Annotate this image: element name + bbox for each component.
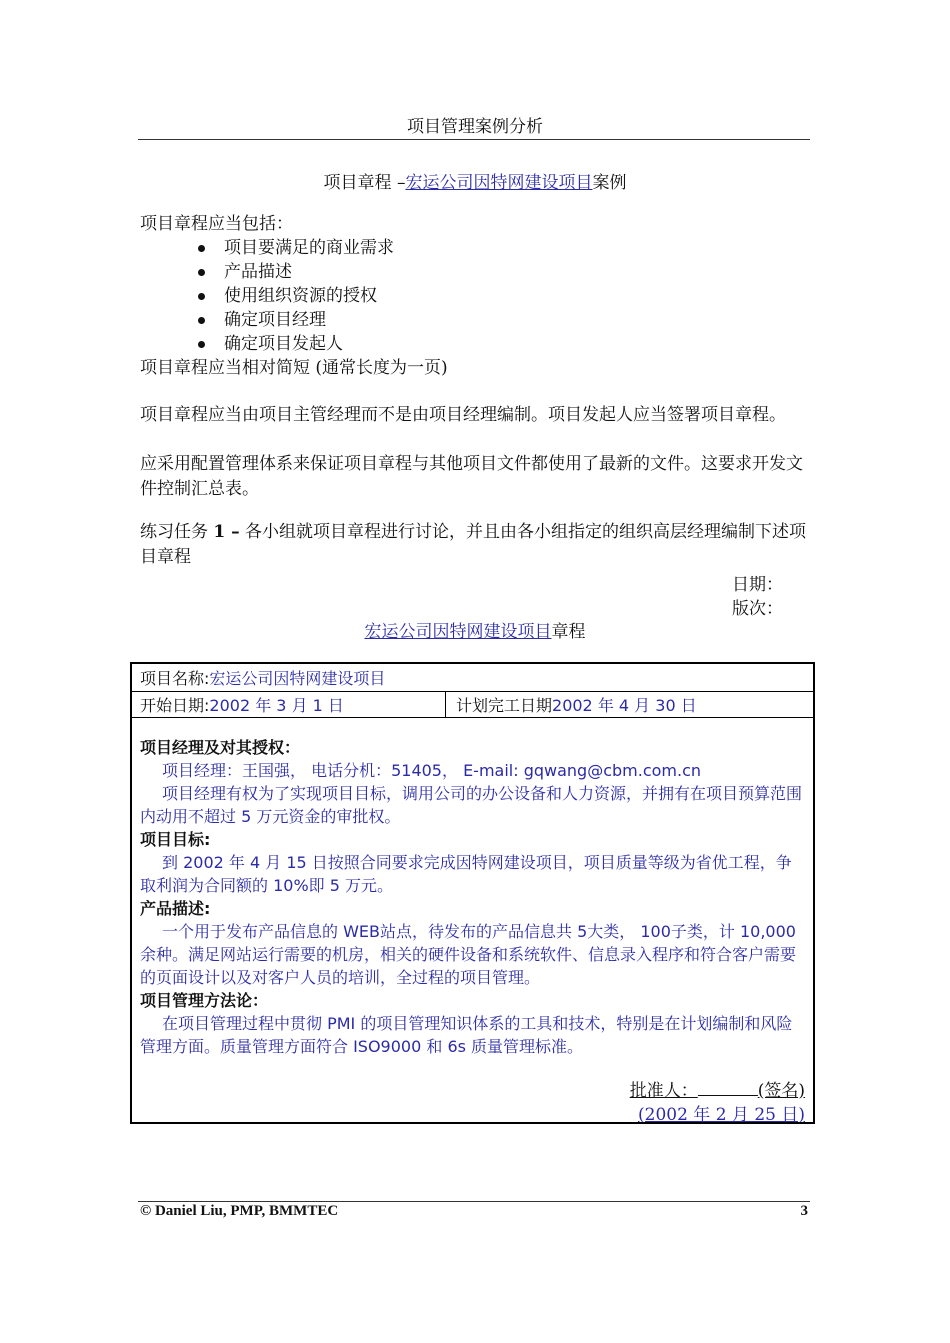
date-label: 日期： (732, 575, 783, 595)
start-date-label: 开始日期: (140, 696, 210, 715)
bullet-item: 确定项目发起人 (196, 332, 394, 356)
signature-label: (签名) (757, 1081, 805, 1101)
paragraph-authorship: 项目章程应当由项目主管经理而不是由项目经理编制。项目发起人应当签署项目章程。 (140, 405, 786, 425)
exercise-number: 1 – (213, 522, 240, 542)
document-title (0, 168, 950, 193)
version-label: 版次： (732, 599, 783, 619)
bullet-item: 确定项目经理 (196, 308, 394, 332)
approver-line (630, 1076, 805, 1101)
goal-heading: 项目目标: (140, 830, 211, 849)
end-date-cell (448, 691, 697, 717)
date-row (132, 691, 813, 718)
project-name-row (132, 664, 813, 692)
footer-rule (138, 1201, 810, 1202)
bullet-item: 使用组织资源的授权 (196, 284, 394, 308)
charter-title (0, 617, 950, 642)
date-row-divider (445, 691, 446, 717)
pm-heading: 项目经理及对其授权： (140, 738, 301, 757)
pm-section (140, 759, 805, 828)
page-footer (140, 1203, 808, 1220)
document-title-suffix: 案例 (592, 173, 627, 193)
charter-title-suffix: 章程 (551, 622, 586, 642)
goal-text: 到 2002 年 4 月 15 日按照合同要求完成因特网建设项目，项目质量等级为省优工程，争取利润为合同额的 10%即 5 万元。 (140, 853, 792, 895)
intro-lead: 项目章程应当包括： (140, 214, 293, 234)
end-date-value: 2002 年 4 月 30 日 (552, 696, 697, 715)
intro-bullet-list (196, 236, 394, 356)
exercise-text: 各小组就项目章程进行讨论，并且由各小组指定的组织高层经理编制下述项目章程 (140, 522, 807, 567)
header-rule (138, 139, 810, 140)
description-heading: 产品描述: (140, 899, 211, 918)
bullet-item: 产品描述 (196, 260, 394, 284)
charter-table (130, 662, 815, 1124)
description-text: 一个用于发布产品信息的 WEB站点，待发布的产品信息共 5大类， 100子类，计 10,000余种。满足网站运行需要的机房，相关的硬件设备和系统软件、信息录入程序和符合客户需要的页面设计以及对客户人员的培训，全过程的项目管理。 (140, 922, 797, 987)
methodology-text: 在项目管理过程中贯彻 PMI 的项目管理知识体系的工具和技术，特别是在计划编制和风险管理方面。质量管理方面符合 ISO9000 和 6s 质量管理标准。 (140, 1014, 793, 1056)
pm-contact-line: 项目经理：王国强， 电话分机：51405， E-mail: gqwang@cbm.com.cn (162, 761, 702, 780)
methodology-heading: 项目管理方法论： (140, 991, 269, 1010)
footer-copyright: © Daniel Liu, PMP, BMMTEC (140, 1203, 339, 1219)
pm-authority-text: 项目经理有权为了实现项目目标，调用公司的办公设备和人力资源，并拥有在项目预算范围内动用不超过 5 万元资金的审批权。 (140, 784, 803, 826)
document-title-link[interactable]: 宏运公司因特网建设项目 (405, 173, 593, 193)
charter-title-link[interactable]: 宏运公司因特网建设项目 (364, 622, 552, 642)
charter-content (140, 736, 805, 1058)
project-name-cell (132, 664, 385, 691)
project-name-label: 项目名称: (140, 669, 210, 688)
page-header-title: 项目管理案例分析 (407, 117, 543, 137)
paragraph-configuration: 应采用配置管理体系来保证项目章程与其他项目文件都使用了最新的文件。这要求开发文件控制汇总表。 (140, 454, 803, 499)
exercise-prefix: 练习任务 (140, 522, 214, 542)
document-title-prefix: 项目章程 – (323, 173, 406, 193)
approve-date: (2002 年 2 月 25 日) (638, 1105, 805, 1125)
approver-label: 批准人： (629, 1081, 698, 1101)
start-date-cell (132, 691, 344, 717)
bullet-item: 项目要满足的商业需求 (196, 236, 394, 260)
end-date-label: 计划完工日期 (456, 696, 553, 715)
start-date-value: 2002 年 3 月 1 日 (209, 696, 344, 715)
page-number: 3 (800, 1203, 808, 1219)
project-name-value: 宏运公司因特网建设项目 (209, 669, 386, 688)
intro-note: 项目章程应当相对简短 (通常长度为一页) (140, 358, 448, 378)
exercise-paragraph (140, 520, 810, 570)
